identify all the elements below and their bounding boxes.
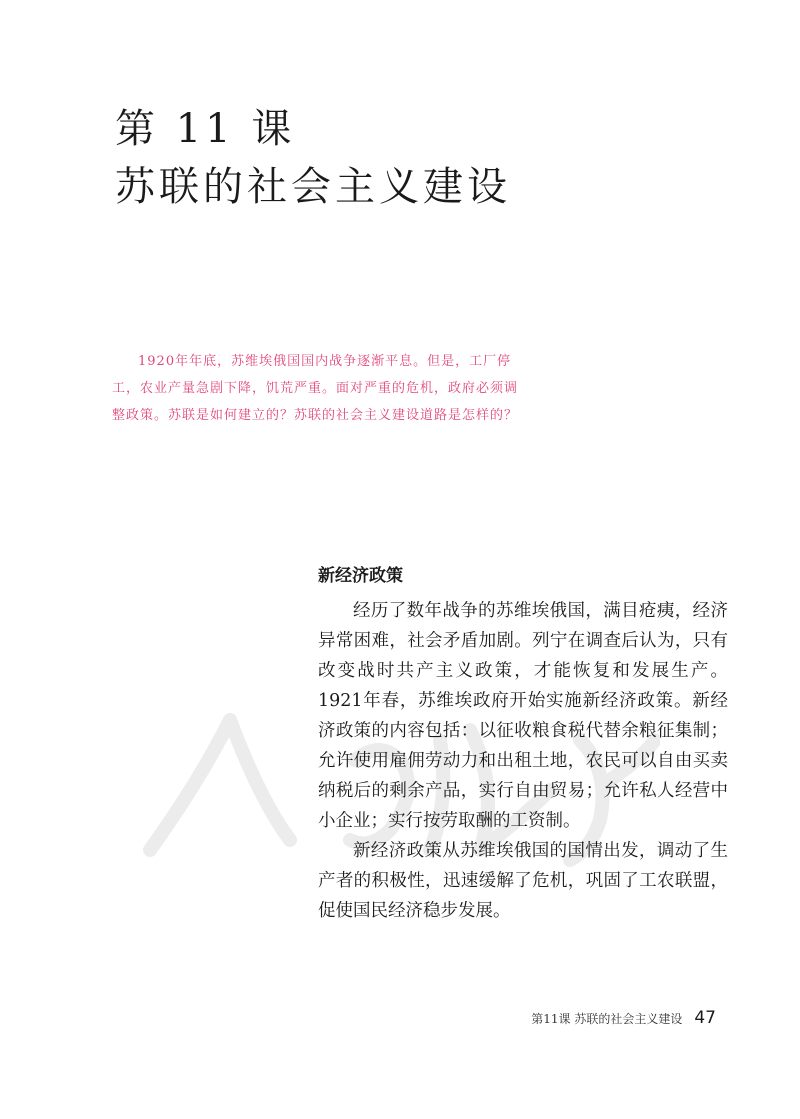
intro-paragraph: 1920年年底，苏维埃俄国国内战争逐渐平息。但是，工厂停工，农业产量急剧下降，饥荒严重。面对严重的危机，政府必须调整政策。苏联是如何建立的？苏联的社会主义建设道路是怎样的？ (112, 354, 519, 423)
section-new-economic-policy (318, 560, 728, 926)
body-paragraph: 经历了数年战争的苏维埃俄国，满目疮痍，经济异常困难，社会矛盾加剧。列宁在调查后认为，只有改变战时共产主义政策，才能恢复和发展生产。1921年春，苏维埃政府开始实施新经济政策。新经济政策的内容包括：以征收粮食税代替余粮征集制；允许使用雇佣劳动力和出租土地，农民可以自由买卖纳税后的剩余产品，实行自由贸易；允许私人经营中小企业；实行按劳取酬的工资制。 (318, 601, 728, 831)
running-title: 第11课 苏联的社会主义建设 (531, 1012, 683, 1026)
lesson-name: 苏联的社会主义建设 (115, 164, 511, 210)
lesson-title (115, 100, 511, 216)
lesson-number: 第 11 课 (115, 106, 296, 152)
section-heading: 新经济政策 (318, 566, 403, 586)
page-footer (531, 1008, 716, 1028)
page-number: 47 (694, 1008, 716, 1028)
body-paragraph: 新经济政策从苏维埃俄国的国情出发，调动了生产者的积极性，迅速缓解了危机，巩固了工农联盟，促使国民经济稳步发展。 (318, 841, 728, 921)
